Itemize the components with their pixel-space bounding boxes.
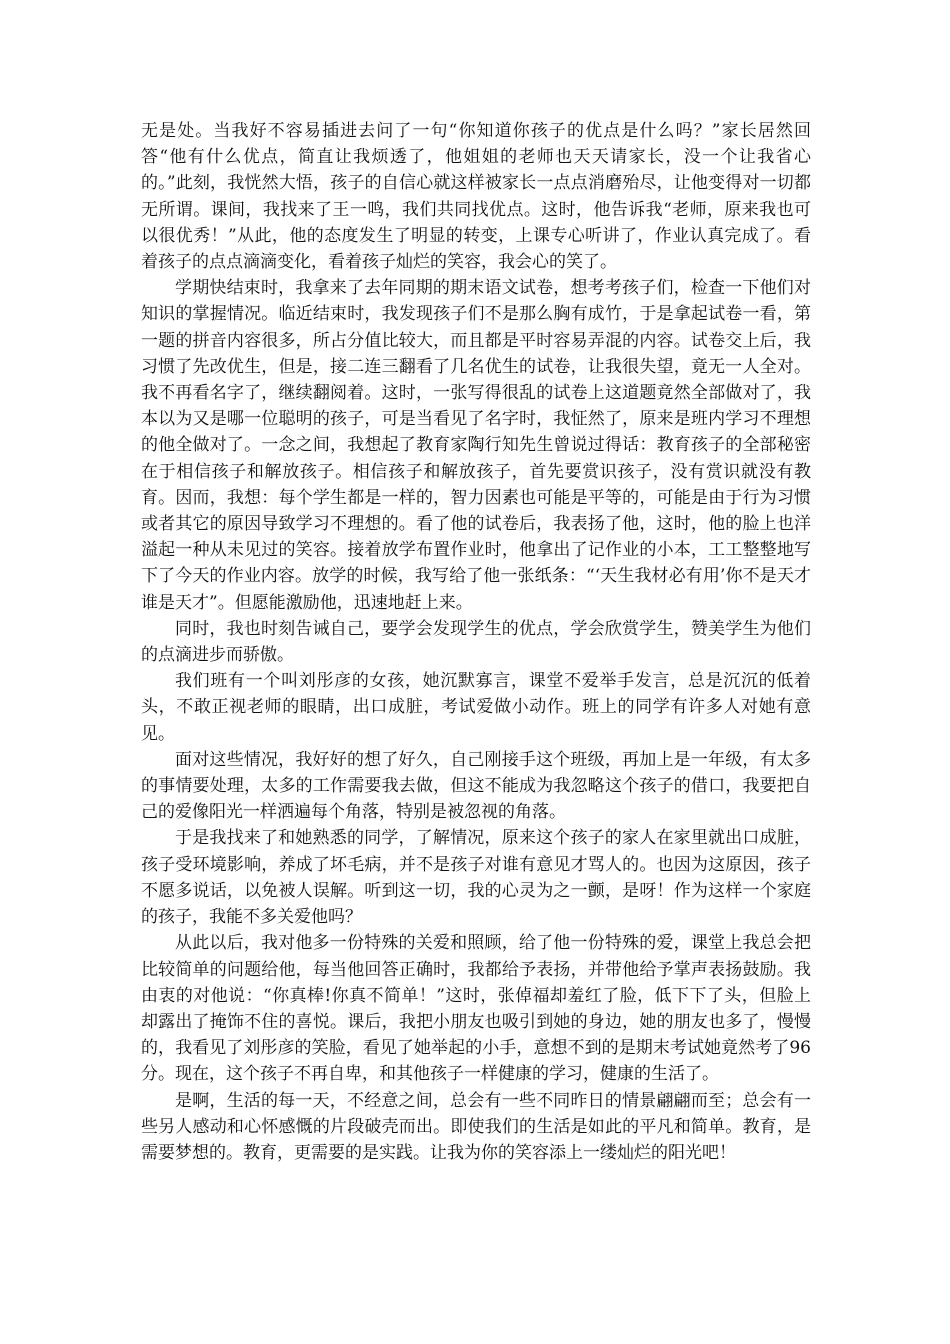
paragraph-3: 同时，我也时刻告诫自己，要学会发现学生的优点，学会欣赏学生，赞美学生为他们的点滴进步而骄傲。 <box>141 618 811 666</box>
paragraph-8: 是啊，生活的每一天，不经意之间，总会有一些不同昨日的情景翩翩而至；总会有一些另人感动和心怀感慨的片段破壳而出。即使我们的生活是如此的平凡和简单。教育，是需要梦想的。教育，更需要的是实践。让我为你的笑容添上一缕灿烂的阳光吧！ <box>141 1090 811 1163</box>
paragraph-2: 学期快结束时，我拿来了去年同期的期末语文试卷，想考考孩子们，检查一下他们对知识的掌握情况。临近结束时，我发现孩子们不是那么胸有成竹，于是拿起试卷一看，第一题的拼音内容很多，所占分值比较大，而且都是平时容易弄混的内容。试卷交上后，我习惯了先改优生，但是，接二连三翻看了几名优生的试卷，让我很失望，竟无一人全对。我不再看名字了，继续翻阅着。这时，一张写得很乱的试卷上这道题竟然全部做对了，我本以为又是哪一位聪明的孩子，可是当看见了名字时，我怔然了，原来是班内学习不理想的他全做对了。一念之间，我想起了教育家陶行知先生曾说过得话：教育孩子的全部秘密在于相信孩子和解放孩子。相信孩子和解放孩子，首先要赏识孩子，没有赏识就没有教育。因而，我想：每个学生都是一样的，智力因素也可能是平等的，可能是由于行为习惯或者其它的原因导致学习不理想的。看了他的试卷后，我表扬了他，这时，他的脸上也洋溢起一种从未见过的笑容。接着放学布置作业时，他拿出了记作业的小本，工工整整地写下了今天的作业内容。放学的时候，我写给了他一张纸条：“‘天生我材必有用’你不是天才谁是天才”。但愿能激励他，迅速地赶上来。 <box>141 278 811 613</box>
document-body <box>141 118 811 1166</box>
paragraph-6: 于是我找来了和她熟悉的同学，了解情况，原来这个孩子的家人在家里就出口成脏，孩子受环境影响，养成了坏毛病，并不是孩子对谁有意见才骂人的。也因为这原因，孩子不愿多说话，以免被人误解。听到这一切，我的心灵为之一颤，是呀！作为这样一个家庭的孩子，我能不多关爱他吗？ <box>141 828 811 928</box>
paragraph-4: 我们班有一个叫刘彤彦的女孩，她沉默寡言，课堂不爱举手发言，总是沉沉的低着头，不敢正视老师的眼睛，出口成脏，考试爱做小动作。班上的同学有许多人对她有意见。 <box>141 671 811 744</box>
paragraph-7: 从此以后，我对他多一份特殊的关爱和照顾，给了他一份特殊的爱，课堂上我总会把比较简单的问题给他，每当他回答正确时，我都给予表扬，并带他给予掌声表扬鼓励。我由衷的对他说：“你真棒!你真不简单！”这时，张倬福却羞红了脸，低下下了头，但脸上却露出了掩饰不住的喜悦。课后，我把小朋友也吸引到她的身边，她的朋友也多了，慢慢的，我看见了刘彤彦的笑脸，看见了她举起的小手，意想不到的是期末考试她竟然考了96分。现在，这个孩子不再自卑，和其他孩子一样健康的学习，健康的生活了。 <box>141 933 811 1085</box>
paragraph-1: 无是处。当我好不容易插进去问了一句“你知道你孩子的优点是什么吗？”家长居然回答“他有什么优点，简直让我烦透了，他姐姐的老师也天天请家长，没一个让我省心的。”此刻，我恍然大悟，孩子的自信心就这样被家长一点点消磨殆尽，让他变得对一切都无所谓。课间，我找来了王一鸣，我们共同找优点。这时，他告诉我“老师，原来我也可以很优秀！”从此，他的态度发生了明显的转变，上课专心听讲了，作业认真完成了。看着孩子的点点滴滴变化，看着孩子灿烂的笑容，我会心的笑了。 <box>141 121 811 273</box>
paragraph-5: 面对这些情况，我好好的想了好久，自己刚接手这个班级，再加上是一年级，有太多的事情要处理，太多的工作需要我去做，但这不能成为我忽略这个孩子的借口，我要把自己的爱像阳光一样洒遍每个角落，特别是被忽视的角落。 <box>141 749 811 823</box>
